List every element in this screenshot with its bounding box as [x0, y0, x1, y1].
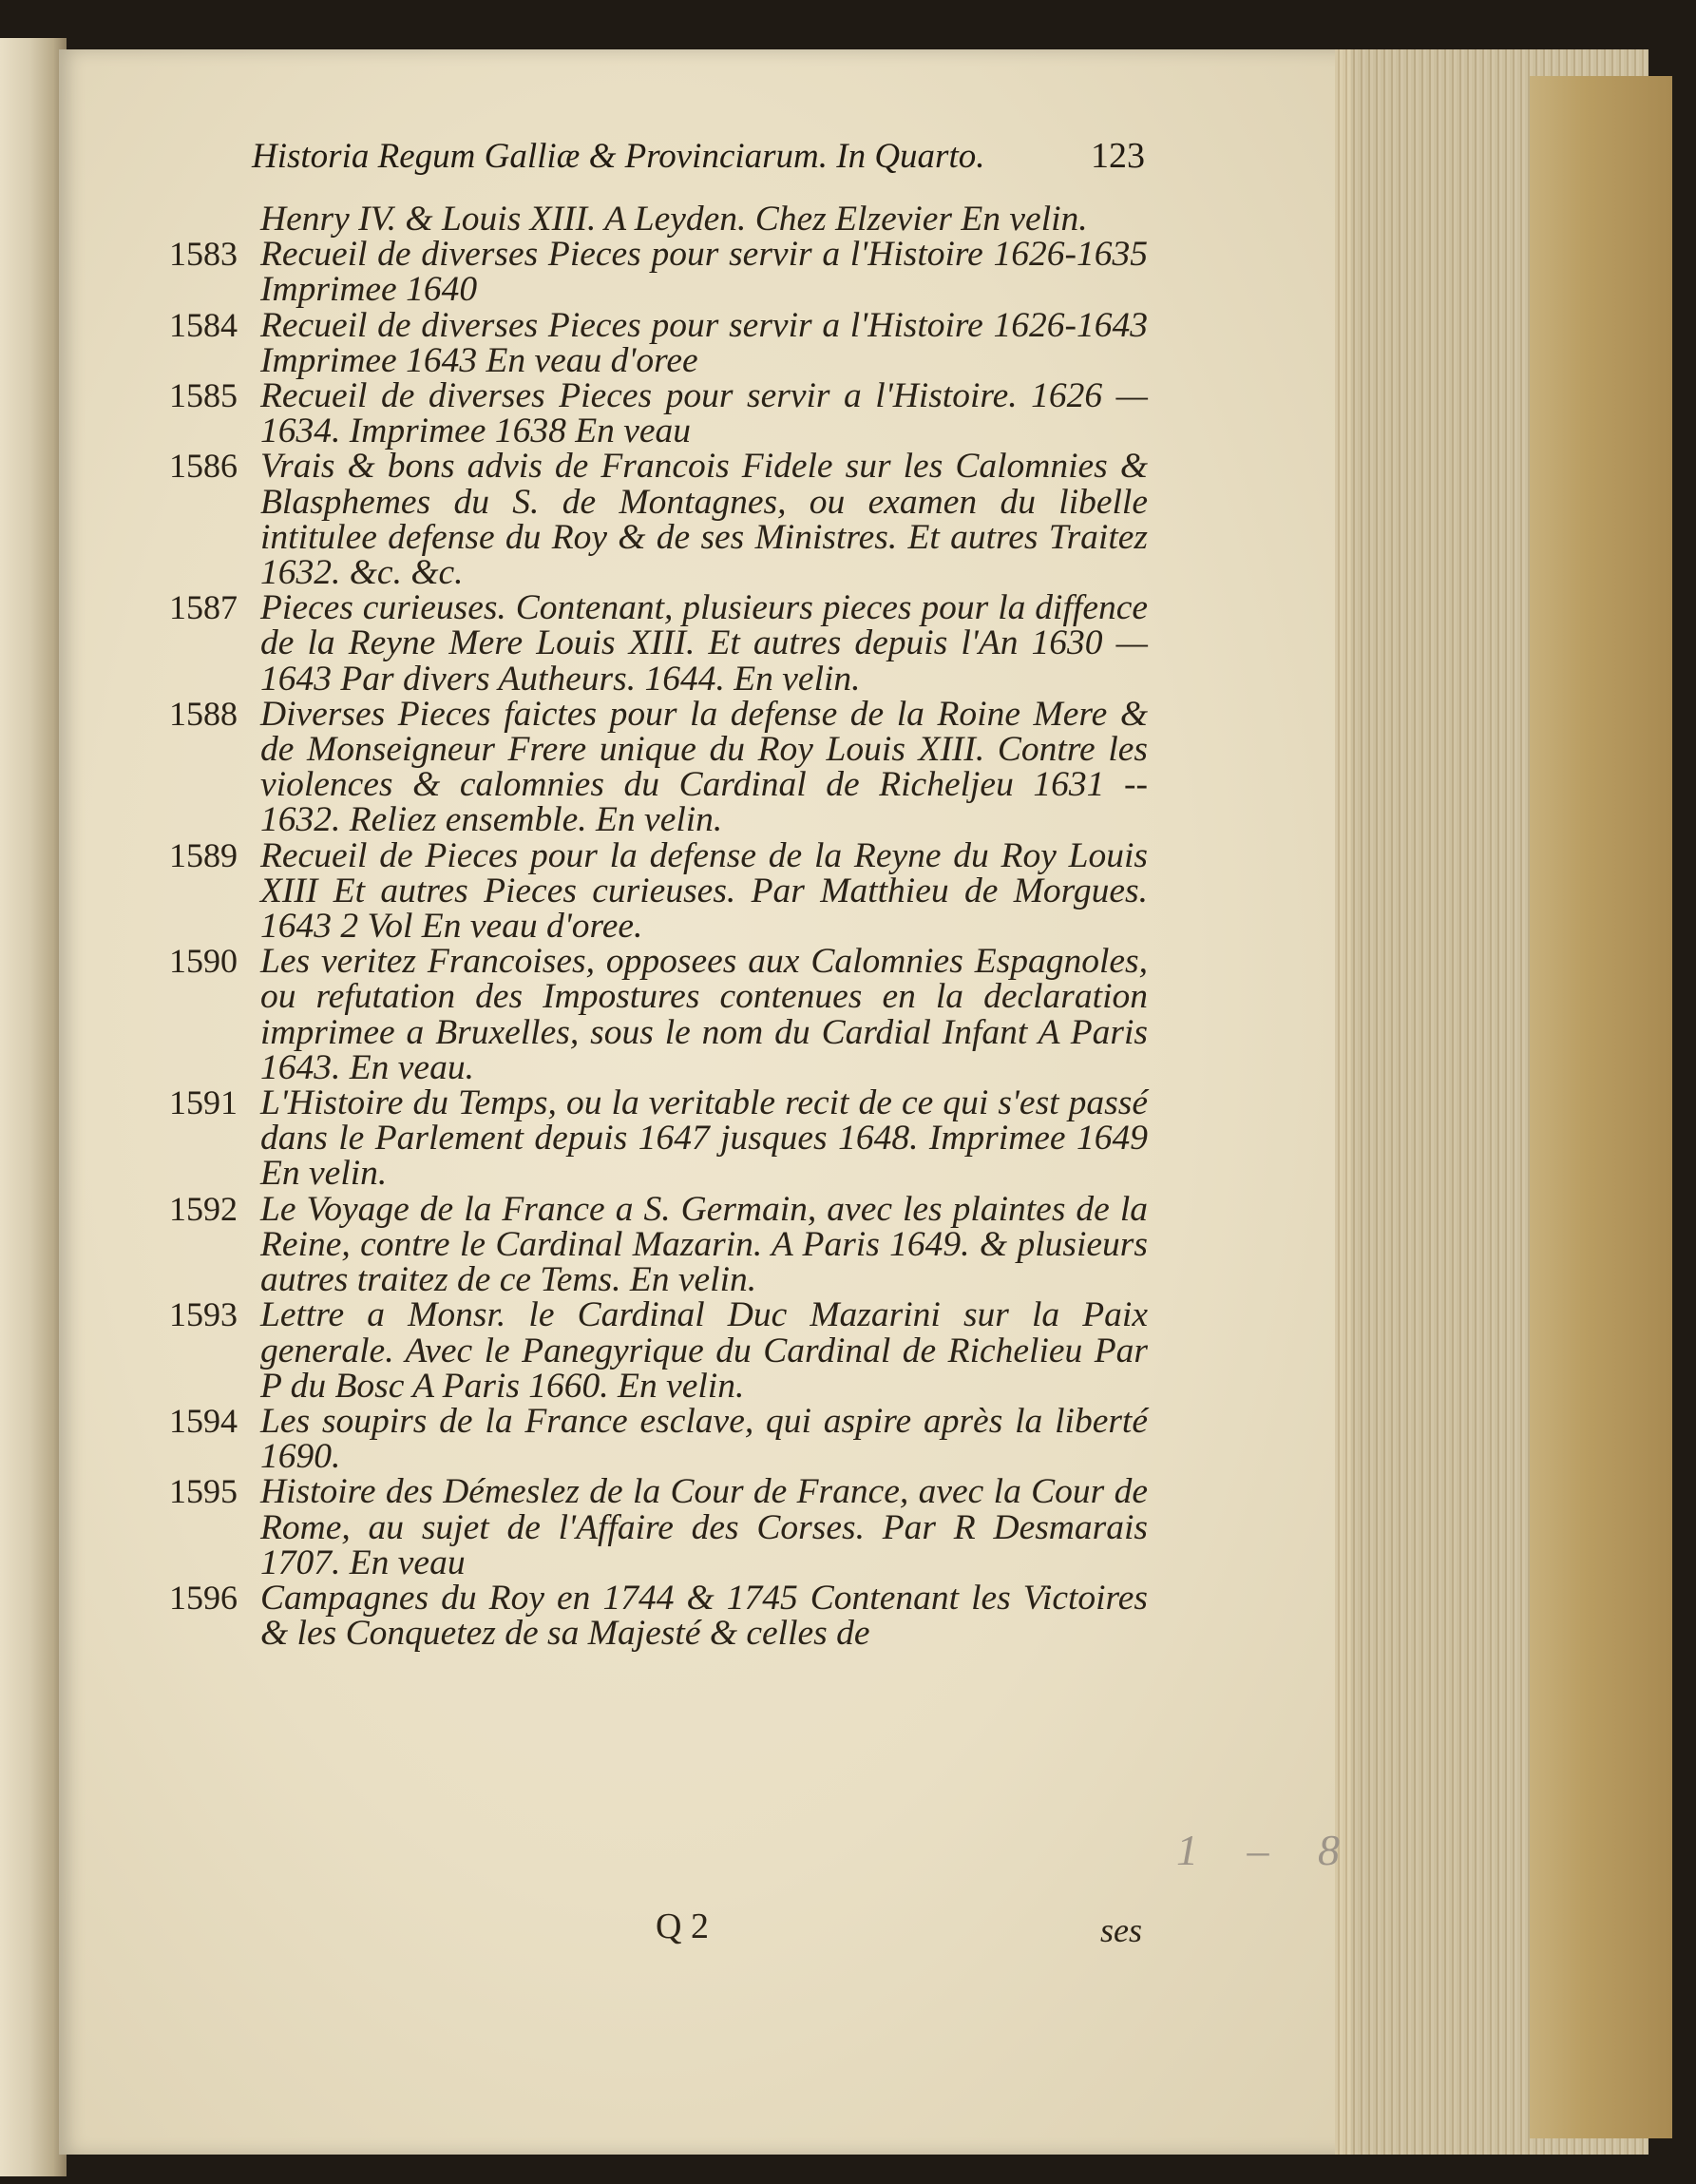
entry-number: 1591: [169, 1083, 238, 1122]
running-head-title: Historia Regum Galliæ & Provinciarum. In Quarto.: [252, 137, 985, 176]
catalogue-entry: [169, 235, 1148, 310]
entry-number: 1593: [169, 1295, 238, 1334]
catalogue-entry: [169, 305, 1148, 380]
entry-text: Pieces curieuses. Contenant, plusieurs pieces pour la diffence de la Reyne Mere Louis XIII. Et autres depuis l'An 1630 — 1643 Par divers Autheurs. 1644. En velin.: [260, 588, 1148, 699]
catalogue-entry: [169, 1401, 1148, 1477]
entry-text: Recueil de diverses Pieces pour servir a l'Histoire 1626-1643 Imprimee 1643 En veau d'oree: [260, 305, 1148, 380]
catchword: ses: [1100, 1911, 1142, 1949]
entry-text: Henry IV. & Louis XIII. A Leyden. Chez Elzevier En velin.: [260, 200, 1088, 239]
entry-text: Vrais & bons advis de Francois Fidele sur les Calomnies & Blasphemes du S. de Montagnes, ou examen du libelle intitulee defense du Roy & de ses Ministres. Et autres Traitez 1632. &c. &c.: [260, 447, 1148, 593]
entry-number: 1596: [169, 1578, 238, 1617]
entry-text: Le Voyage de la France a S. Germain, avec les plaintes de la Reine, contre le Cardinal Mazarin. A Paris 1649. & plusieurs autres traitez de ce Tems. En velin.: [260, 1189, 1148, 1300]
entry-text: Les soupirs de la France esclave, qui aspire après la liberté 1690.: [260, 1401, 1148, 1477]
entry-number: 1586: [169, 447, 238, 486]
entry-number: 1592: [169, 1189, 238, 1228]
left-page-edge: [0, 38, 67, 2176]
entry-text: Diverses Pieces faictes pour la defense de la Roine Mere & de Monseigneur Frere unique du Roy Louis XIII. Contre les violences & calomnies du Cardinal de Richeljeu 1631 -- 1632. Reliez ensemble. En velin.: [260, 694, 1148, 840]
entry-text: Histoire des Démeslez de la Cour de France, avec la Cour de Rome, au sujet de l'Affaire des Corses. Par R Desmarais 1707. En veau: [260, 1472, 1148, 1582]
catalogue-entry: [169, 944, 1148, 1085]
entry-number: [169, 201, 260, 237]
catalogue-entry: [169, 1297, 1148, 1404]
entry-number: 1584: [169, 305, 238, 344]
entry-number: 1594: [169, 1401, 238, 1440]
entry-text: Campagnes du Roy en 1744 & 1745 Contenant les Victoires & les Conquetez de sa Majesté & celles de: [260, 1578, 1148, 1654]
catalogue-entry: [169, 1578, 1148, 1654]
margin-pencil-note: 1 – 8: [1176, 1826, 1359, 1874]
entry-number: 1590: [169, 942, 238, 981]
entry-number: 1588: [169, 694, 238, 733]
entry-number: 1589: [169, 835, 238, 874]
catalogue-entry: [169, 835, 1148, 947]
catalogue-entry: [169, 1189, 1148, 1300]
entry-number: 1587: [169, 588, 238, 627]
running-head: [252, 135, 1145, 177]
catalogue-entry: [169, 201, 1148, 237]
catalogue-entry: [169, 694, 1148, 840]
catalogue-entry: [169, 1085, 1148, 1192]
entry-text: Recueil de diverses Pieces pour servir a l'Histoire 1626-1635 Imprimee 1640: [260, 235, 1148, 310]
page-number: 123: [1091, 136, 1145, 176]
entry-text: Recueil de Pieces pour la defense de la Reyne du Roy Louis XIII Et autres Pieces curieuses. Par Matthieu de Morgues. 1643 2 Vol En veau d'oree.: [260, 835, 1148, 947]
entry-text: Les veritez Francoises, opposees aux Calomnies Espagnoles, ou refutation des Impostures contenues en la declaration imprimee a Bruxelles, sous le nom du Cardial Infant A Paris 1643. En veau.: [260, 942, 1148, 1087]
entry-text: L'Histoire du Temps, ou la veritable recit de ce qui s'est passé dans le Parlement depuis 1647 jusques 1648. Imprimee 1649 En velin.: [260, 1083, 1148, 1194]
signature-mark: Q 2: [656, 1906, 709, 1946]
entry-number: 1595: [169, 1472, 238, 1511]
catalogue-entry: [169, 447, 1148, 593]
entry-number: 1583: [169, 235, 238, 274]
catalogue-entry: [169, 378, 1148, 449]
catalogue-entry: [169, 590, 1148, 697]
entry-text: Recueil de diverses Pieces pour servir a l'Histoire. 1626 — 1634. Imprimee 1638 En veau: [260, 376, 1148, 451]
entry-text: Lettre a Monsr. le Cardinal Duc Mazarini sur la Paix generale. Avec le Panegyrique du Cardinal de Richelieu Par P du Bosc A Paris 1660. En velin.: [260, 1295, 1148, 1406]
worn-fore-edge: [1530, 76, 1672, 2138]
catalogue-entry: [169, 1474, 1148, 1581]
catalogue-entries: [169, 200, 1148, 1654]
entry-number: 1585: [169, 376, 238, 415]
